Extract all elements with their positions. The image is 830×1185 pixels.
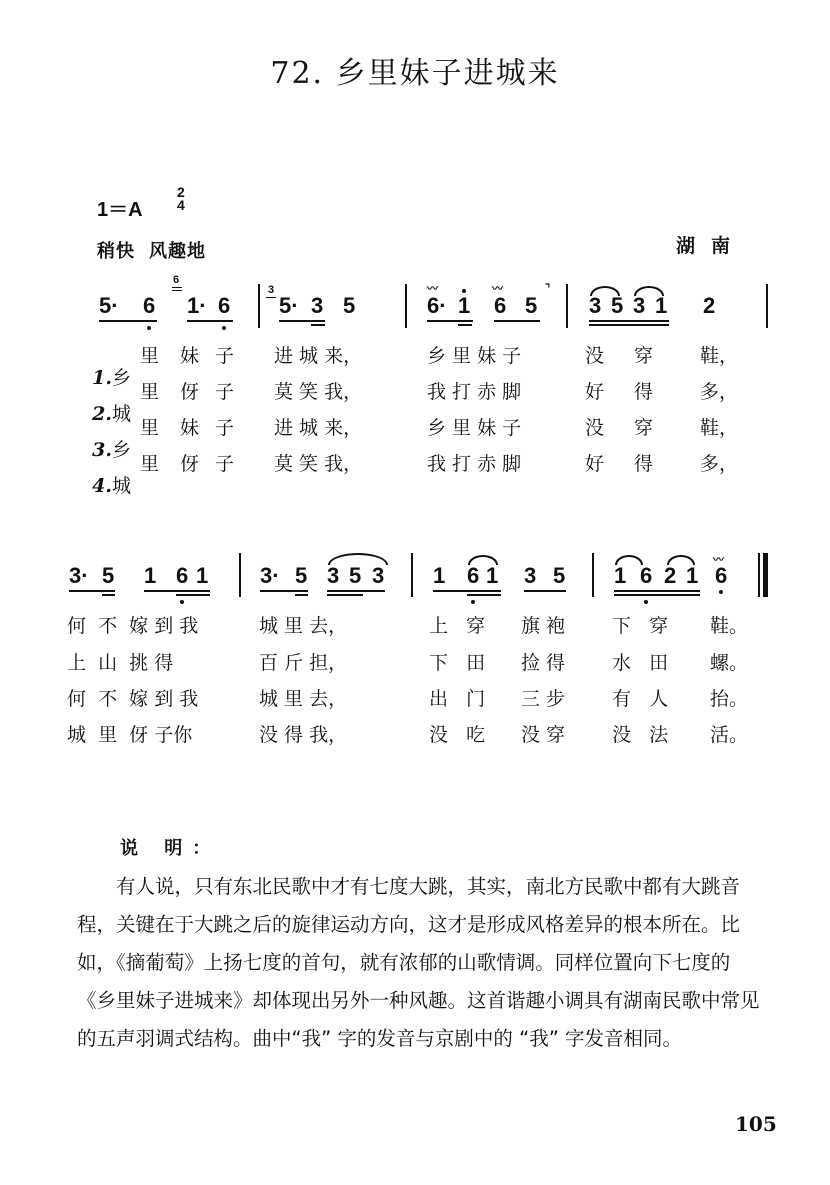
lyric-syllable: 没 [585,345,605,367]
low-dot [180,600,184,604]
note: 5· [99,293,119,318]
underline [69,590,115,592]
underline [176,594,210,596]
lyric-phrase: 有 人 [612,688,669,710]
verse-number: 2. [92,403,113,425]
lyric-phrase: 没 穿 [521,724,566,746]
lyric-phrase: 捡 得 [521,652,566,674]
note: 6 [494,293,507,318]
underline [458,324,472,326]
note: 5 [295,563,308,588]
lyric-phrase: 旗 袍 [521,615,566,637]
tempo-speed: 稍快 [97,241,135,262]
underline [260,590,308,592]
underline [614,590,700,592]
lyric-syllable: 鞋。 [710,615,749,637]
lyric-syllable: 鞋， [700,417,739,439]
lyric-syllable: 子 [215,417,235,439]
time-signature [177,186,185,212]
lyric-syllable: 城 [112,403,132,425]
barline [566,284,568,328]
lyric-syllable: 活。 [710,724,749,746]
lyric-syllable: 得 [634,381,654,403]
lyric-phrase: 百 斤 担， [259,652,348,674]
low-dot [222,326,226,330]
lyric-syllable: 里 [140,453,160,475]
barline [258,284,260,328]
note: 5 [349,563,362,588]
mordent-icon: 〰 [492,282,501,295]
lyric-syllable: 子 [215,381,235,403]
verse-number: 1. [92,367,113,389]
underline [433,590,501,592]
time-signature-bottom: 4 [177,197,185,213]
lyric-syllable: 妹 [180,345,200,367]
tempo-marking [97,237,206,263]
note: 3· [260,563,280,588]
underline [327,594,363,596]
final-barline-thick [763,553,768,597]
note: 1 [196,563,209,588]
underline [102,594,115,596]
lyric-phrase: 何 不 嫁 到 我 [67,615,199,637]
note: 5 [553,563,566,588]
lyric-syllable: 好 [585,453,605,475]
lyric-phrase: 进 城 来， [274,417,363,439]
note: 6 [715,563,728,588]
time-signature-top: 2 [177,184,185,200]
note: 1 [458,293,471,318]
lyric-phrase: 莫 笑 我， [274,453,363,475]
tempo-expression: 风趣地 [149,241,206,262]
song-title-text: 乡里妹子进城来 [335,56,560,91]
note: 5 [525,293,538,318]
note: 3 [524,563,537,588]
note: 5· [279,293,299,318]
underline [144,590,210,592]
underline [589,324,669,326]
note: 6 [176,563,189,588]
note: 6· [427,293,447,318]
underline [327,590,385,592]
note: 3 [327,563,340,588]
note: 5 [343,293,356,318]
lyric-syllable: 穿 [634,345,654,367]
note: 5 [611,293,624,318]
lyric-syllable: 伢 [180,381,200,403]
underline [494,320,540,322]
explanation-body: 有人说，只有东北民歌中才有七度大跳，其实，南北方民歌中都有大跳音程，关键在于大跳之后的旋律运动方向，这才是形成风格差异的根本所在。比如，《摘葡萄》上扬七度的首句，就有浓郁的山歌情调。同样位置向下七度的《乡里妹子进城来》却体现出另外一种风趣。这首谐趣小调具有湖南民歌中常见的五声羽调式结构。曲中“我” 字的发音与京剧中的 “我” 字发音相同。 [77,875,760,1050]
lyric-syllable: 伢 [180,453,200,475]
underline [279,320,325,322]
lyric-syllable: 里 [140,417,160,439]
underline [524,590,566,592]
verse-number: 4. [92,475,113,497]
lyric-phrase: 没 吃 [429,724,486,746]
note: 1 [486,563,499,588]
verse-number: 3. [92,439,113,461]
grace-note: 3 [268,284,275,296]
underline [614,594,700,596]
note: 1 [144,563,157,588]
barline [766,284,768,328]
lyric-row [68,449,131,520]
note: 1 [686,563,699,588]
grace-underline [266,297,276,298]
underline [589,320,669,322]
lyric-syllable: 穿 [634,417,654,439]
lyric-phrase: 水 田 [612,652,669,674]
underline [295,594,308,596]
note: 3 [372,563,385,588]
lyric-syllable: 得 [634,453,654,475]
lyric-phrase: 出 门 [429,688,486,710]
lyric-syllable: 多， [700,453,739,475]
note: 6 [218,293,231,318]
lyric-syllable: 好 [585,381,605,403]
glide-icon: ⌝ [545,283,551,295]
note: 2 [664,563,677,588]
underline [187,320,233,322]
underline [311,324,325,326]
note: 3 [589,293,602,318]
lyric-syllable: 乡 [112,367,132,389]
lyric-phrase: 三 步 [521,688,566,710]
grace-underline [172,287,182,288]
lyric-phrase: 没 得 我， [259,724,348,746]
lyric-phrase: 城 里 去， [259,688,348,710]
page-number: 105 [735,1112,777,1136]
grace-note: 6 [173,274,180,286]
note: 1· [187,293,207,318]
region-label: 湖南 [676,235,747,257]
grace-underline [172,290,182,291]
lyric-syllable: 鞋， [700,345,739,367]
low-dot [147,326,151,330]
lyric-phrase: 莫 笑 我， [274,381,363,403]
lyric-syllable: 螺。 [710,652,749,674]
note: 3· [69,563,89,588]
lyric-syllable: 子 [215,345,235,367]
song-title [0,48,830,92]
lyric-syllable: 多， [700,381,739,403]
barline [239,553,241,597]
lyric-syllable: 城 [112,475,132,497]
lyric-phrase: 下 田 [429,652,486,674]
low-dot [644,600,648,604]
mordent-icon: 〰 [427,282,436,295]
note: 6 [467,563,480,588]
note: 1 [614,563,627,588]
lyric-phrase: 何 不 嫁 到 我 [67,688,199,710]
note: 6 [640,563,653,588]
lyric-syllable: 妹 [180,417,200,439]
lyric-phrase: 上 山 挑 得 [67,652,174,674]
lyric-syllable: 子 [215,453,235,475]
low-dot [719,590,723,594]
lyric-syllable: 抬。 [710,688,749,710]
note: 3 [311,293,324,318]
lyric-phrase: 乡 里 妹 子 [427,417,522,439]
barline [405,284,407,328]
underline [467,594,501,596]
final-barline-thin [758,553,760,597]
note: 6 [143,293,156,318]
underline [427,320,473,322]
song-number: 72. [270,56,325,91]
explanation-heading: 说 明： [120,838,221,859]
lyric-syllable: 里 [140,345,160,367]
lyric-phrase: 城 里 伢 子你 [67,724,193,746]
lyric-phrase: 下 穿 [612,615,669,637]
mordent-icon: 〰 [713,553,722,566]
lyric-phrase: 城 里 去， [259,615,348,637]
note: 1 [655,293,668,318]
lyric-phrase: 我 打 赤 脚 [427,381,522,403]
note: 2 [703,293,716,318]
barline [592,553,594,597]
lyric-phrase: 上 穿 [429,615,486,637]
note: 3 [633,293,646,318]
lyric-syllable: 里 [140,381,160,403]
note: 1 [433,563,446,588]
lyric-phrase: 乡 里 妹 子 [427,345,522,367]
barline [411,553,413,597]
lyric-syllable: 没 [585,417,605,439]
high-dot [462,289,466,293]
lyric-syllable: 乡 [112,439,132,461]
note: 5 [102,563,115,588]
lyric-phrase: 我 打 赤 脚 [427,453,522,475]
lyric-phrase: 进 城 来， [274,345,363,367]
key-signature: 1＝A [97,199,143,221]
low-dot [471,600,475,604]
underline [99,320,157,322]
lyric-phrase: 没 法 [612,724,669,746]
